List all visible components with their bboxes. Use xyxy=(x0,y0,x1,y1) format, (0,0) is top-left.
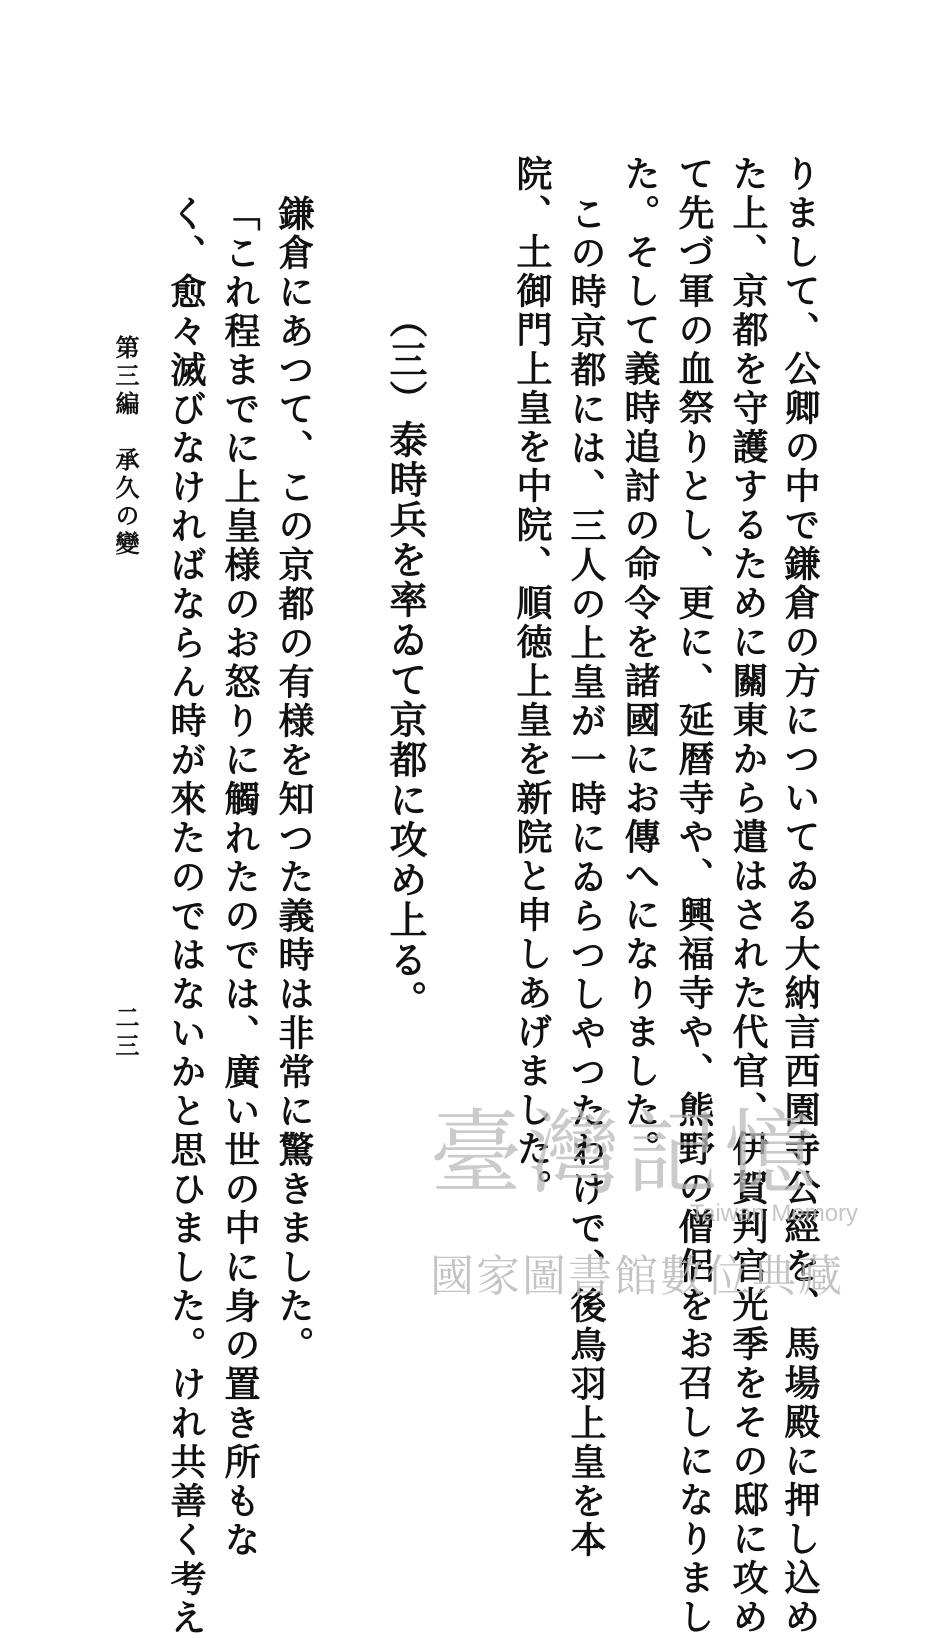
text-column-5: この時京都には、三人の上皇が一時にゐらつしやつたわけで、後鳥羽上皇を本 xyxy=(565,195,607,1560)
watermark-chinese: 臺灣記憶 xyxy=(430,1100,823,1207)
text-column-8: 「これ程までに上皇様のお怒りに觸れたのでは、廣い世の中に身の置き所もな xyxy=(219,195,261,1560)
chapter-footer: 第三編 承久の變 xyxy=(111,335,140,559)
text-column-2: た上、京都を守護するために關東から遣はされた代官、伊賀判官光季をその邸に攻め xyxy=(727,155,769,1637)
section-heading: （三）泰時兵を率ゐて京都に攻め上る。 xyxy=(383,300,428,1020)
text-column-4: た。そして義時追討の命令を諸國にお傳へになりました。 xyxy=(619,155,661,1169)
text-column-9: く、愈々滅びなければならん時が來たのではないかと思ひました。けれ共善く考え xyxy=(165,195,207,1638)
text-column-6: 院、土御門上皇を中院、順徳上皇を新院と申しあげました。 xyxy=(511,155,553,1208)
watermark xyxy=(410,1080,880,1310)
text-column-3: て先づ軍の血祭りとし、更に、延暦寺や、興福寺や、熊野の僧侶をお召しになりまし xyxy=(673,155,715,1637)
text-column-7: 鎌倉にあつて、この京都の有様を知つた義時は非常に驚きました。 xyxy=(273,195,315,1365)
page-number: 二三 xyxy=(111,1005,140,1061)
text-column-1: りまして、公卿の中で鎌倉の方についてゐる大納言西園寺公經を、馬場殿に押し込め xyxy=(779,155,821,1637)
watermark-institution: 國家圖書館數位典藏 xyxy=(430,1251,844,1302)
watermark-english: Taiwan Memory xyxy=(690,1200,859,1227)
